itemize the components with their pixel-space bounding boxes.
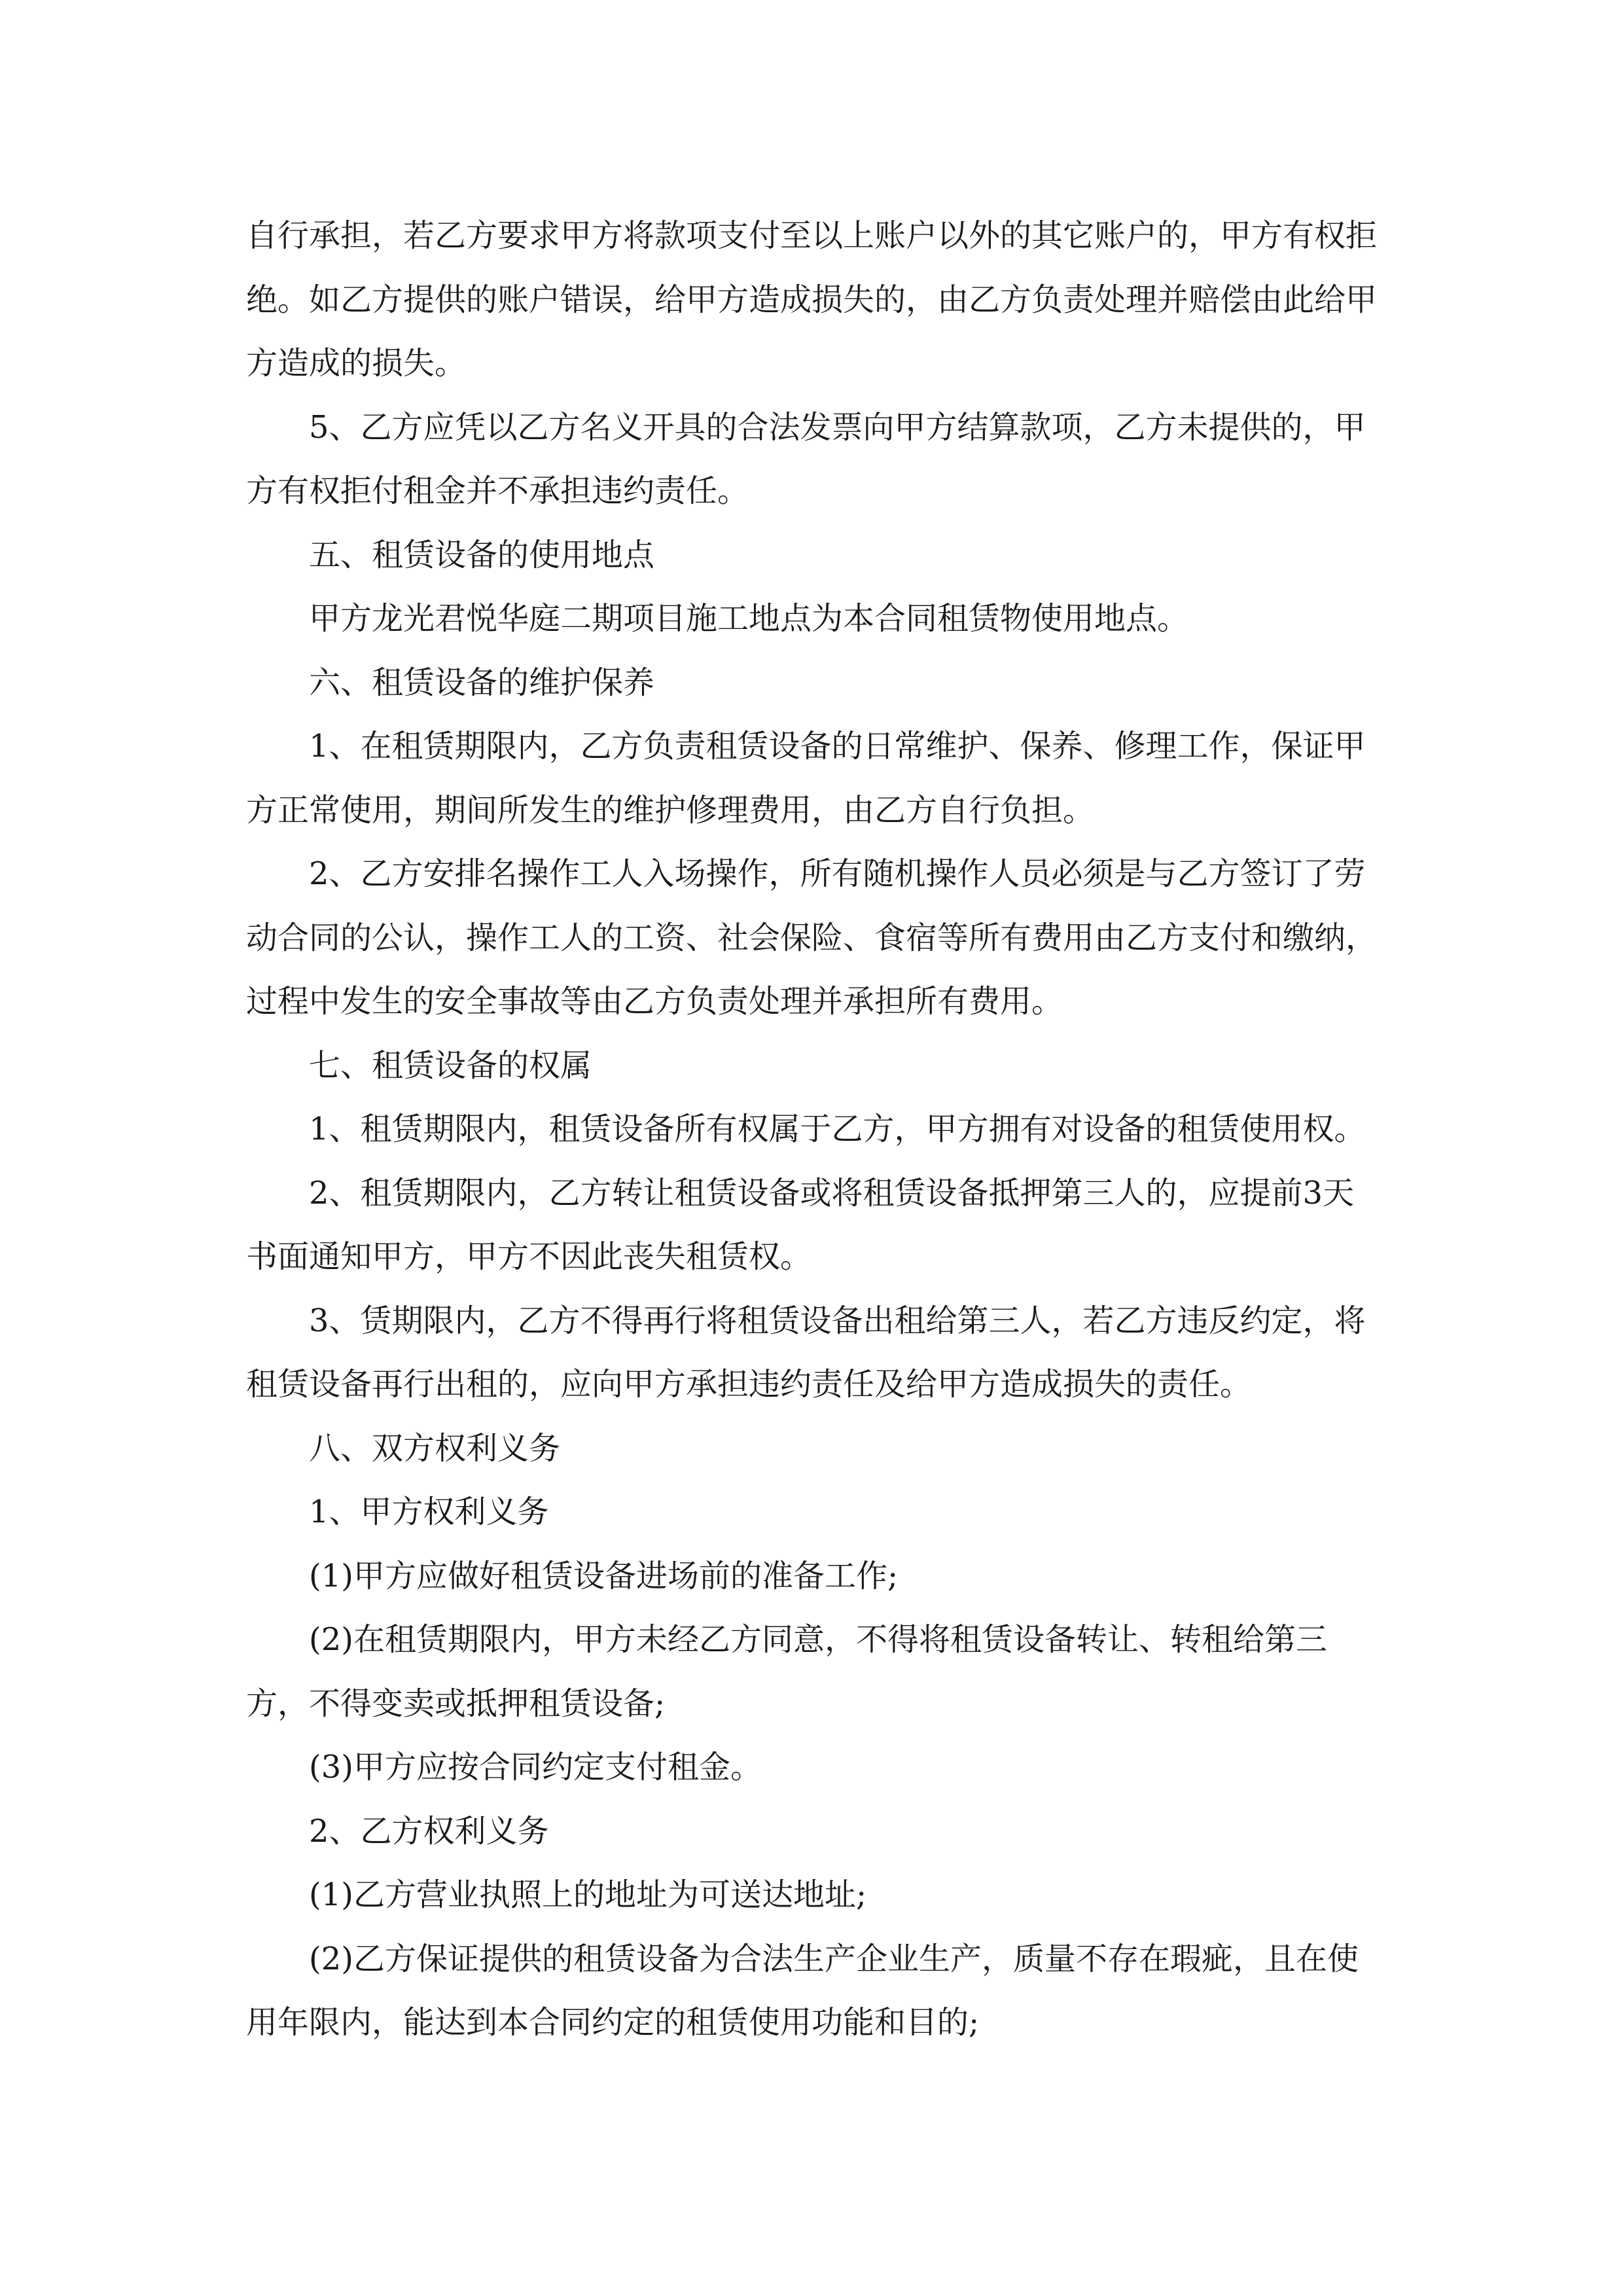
paragraph-ownership-3: 3、赁期限内，乙方不得再行将租赁设备出租给第三人，若乙方违反约定，将租赁设备再行出租的，应向甲方承担违约责任及给甲方造成损失的责任。 [246,1302,1366,1403]
subheading-party-b-rights: 2、乙方权利义务 [309,1812,549,1850]
paragraph-party-b-item-1: (1)乙方营业执照上的地址为可送达地址; [309,1876,867,1913]
paragraph-party-a-item-1: (1)甲方应做好租赁设备进场前的准备工作; [309,1557,899,1594]
paragraph-ownership-2: 2、租赁期限内，乙方转让租赁设备或将租赁设备抵押第三人的，应提前3天书面通知甲方，甲方不因此丧失租赁权。 [246,1174,1355,1275]
document-body [246,204,1385,2055]
section-heading-rights-obligations: 八、双方权利义务 [309,1429,561,1467]
paragraph-maintenance-1: 1、在租赁期限内，乙方负责租赁设备的日常维护、保养、修理工作，保证甲方正常使用，期间所发生的维护修理费用，由乙方自行负担。 [246,728,1366,829]
paragraph-party-a-item-2: (2)在租赁期限内，甲方未经乙方同意，不得将租赁设备转让、转租给第三方，不得变卖或抵押租赁设备; [246,1621,1327,1722]
section-heading-usage-location: 五、租赁设备的使用地点 [309,536,655,573]
paragraph-ownership-1: 1、租赁期限内，租赁设备所有权属于乙方，甲方拥有对设备的租赁使用权。 [309,1111,1366,1147]
section-heading-ownership: 七、租赁设备的权属 [309,1047,592,1084]
subheading-party-a-rights: 1、甲方权利义务 [309,1494,549,1530]
paragraph-party-a-item-3: (3)甲方应按合同约定支付租金。 [309,1749,762,1785]
paragraph-maintenance-2: 2、乙方安排名操作工人入场操作，所有随机操作人员必须是与乙方签订了劳动合同的公认，操作工人的工资、社会保险、食宿等所有费用由乙方支付和缴纳，过程中发生的安全事故等由乙方负责处理并承担所有费用。 [246,855,1378,1020]
paragraph-account-liability: 自行承担，若乙方要求甲方将款项支付至以上账户以外的其它账户的，甲方有权拒绝。如乙方提供的账户错误，给甲方造成损失的，由乙方负责处理并赔偿由此给甲方造成的损失。 [246,217,1378,382]
paragraph-party-b-item-2: (2)乙方保证提供的租赁设备为合法生产企业生产，质量不存在瑕疵，且在使用年限内，能达到本合同约定的租赁使用功能和目的; [246,1940,1359,2041]
paragraph-usage-location: 甲方龙光君悦华庭二期项目施工地点为本合同租赁物使用地点。 [309,600,1189,637]
paragraph-invoice-settlement: 5、乙方应凭以乙方名义开具的合法发票向甲方结算款项，乙方未提供的，甲方有权拒付租金并不承担违约责任。 [246,408,1366,509]
section-heading-maintenance: 六、租赁设备的维护保养 [309,664,655,701]
